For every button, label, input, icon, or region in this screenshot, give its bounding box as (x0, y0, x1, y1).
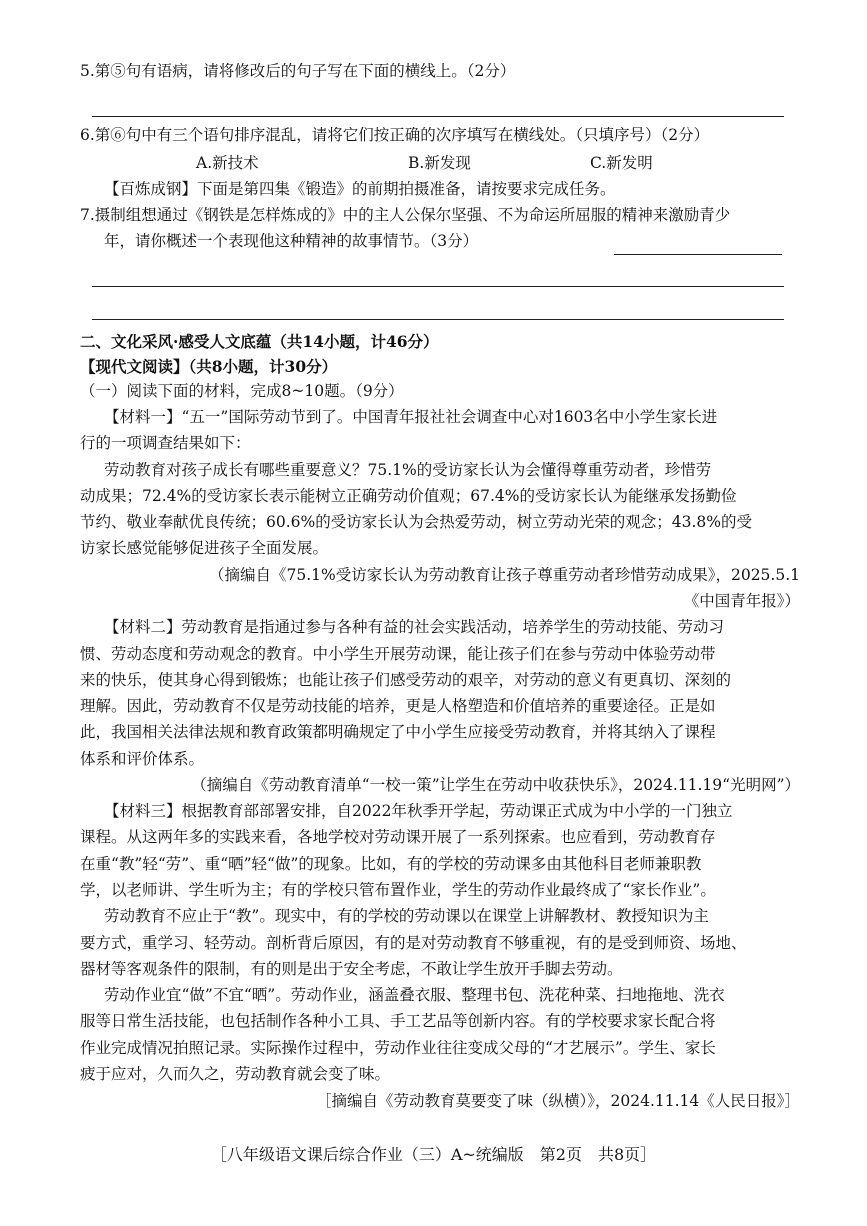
part-1-instruction: （一）阅读下面的材料，完成8~10题。（9分） (80, 382, 404, 400)
page-footer: ［八年级语文课后综合作业（三）A~统编版 第2页 共8页］ (210, 1145, 657, 1164)
option-c: C.新发明 (590, 154, 653, 172)
question-7-line1: 7.摄制组想通过《钢铁是怎样炼成的》中的主人公保尔坚强、不为命运所屈服的精神来激励青少 (80, 206, 731, 224)
reading-subtitle: 【现代文阅读】（共8小题，计30分） (80, 357, 338, 376)
material-1-source: 《中国青年报》） (683, 592, 800, 610)
material-2-line: 此，我国相关法律法规和教育政策都明确规定了中小学生应接受劳动教育，并将其纳入了课程 (80, 723, 716, 741)
answer-line-q5 (92, 116, 784, 117)
material-1-line: 访家长感觉能够促进孩子全面发展。 (80, 539, 329, 557)
material-3-line: 作业完成情况拍照记录。实际操作过程中，劳动作业往往变成父母的“才艺展示”。学生、家长 (80, 1039, 716, 1057)
material-3-line: 疲于应对，久而久之，劳动教育就会变了味。 (80, 1065, 391, 1083)
material-2-source: （摘编自《劳动教育清单“一校一策”让学生在劳动中收获快乐》，2024.11.19“光明网”） (191, 776, 800, 794)
material-2-line: 体系和评价体系。 (80, 750, 205, 768)
material-3-source: ［摘编自《劳动教育莫要变了味（纵横）》，2024.11.14《人民日报》］ (316, 1092, 800, 1110)
material-3-line: 在重“教”轻“劳”、重“晒”轻“做”的现象。比如，有的学校的劳动课多由其他科目老师兼职教 (80, 855, 702, 873)
answer-line-q7-b (92, 286, 784, 287)
material-3-line: 劳动教育不应止于“教”。现实中，有的学校的劳动课以在课堂上讲解教材、教授知识为主 (104, 907, 709, 925)
material-2-line: 来的快乐，使其身心得到锻炼；也能让孩子们感受劳动的艰辛，对劳动的意义有更真切、深刻的 (80, 671, 732, 689)
material-3-line: 学，以老师讲、学生听为主；有的学校只管布置作业，学生的劳动作业最终成了“家长作业”。 (80, 881, 716, 899)
material-1-line: 劳动教育对孩子成长有哪些重要意义？75.1%的受访家长认为会懂得尊重劳动者，珍惜劳 (104, 461, 712, 479)
material-2-line: 惯、劳动态度和劳动观念的教育。中小学生开展劳动课，能让孩子们在参与劳动中体验劳动带 (80, 645, 716, 663)
question-5: 5.第⑤句有语病，请将修改后的句子写在下面的横线上。（2分） (80, 62, 516, 80)
option-a: A.新技术 (196, 154, 259, 172)
material-1-line: 【材料一】“五一”国际劳动节到了。中国青年报社社会调查中心对1603名中小学生家长进 (104, 408, 718, 426)
material-1-line: 行的一项调查结果如下： (80, 434, 251, 452)
question-7-line2: 年，请你概述一个表现他这种精神的故事情节。（3分） (104, 232, 479, 250)
material-2-line: 理解。因此，劳动教育不仅是劳动技能的培养，更是人格塑造和价值培养的重要途径。正是如 (80, 697, 716, 715)
material-2-line: 【材料二】劳动教育是指通过参与各种有益的社会实践活动，培养学生的劳动技能、劳动习 (104, 618, 725, 636)
material-3-line: 服等日常生活技能，也包括制作各种小工具、手工艺品等创新内容。有的学校要求家长配合将 (80, 1012, 716, 1030)
material-1-line: 动成果；72.4%的受访家长表示能树立正确劳动价值观；67.4%的受访家长认为能继承发扬勤俭 (80, 487, 737, 505)
material-3-line: 器材等客观条件的限制，有的则是出于安全考虑，不敢让学生放开手脚去劳动。 (80, 960, 623, 978)
section-2-title: 二、文化采风·感受人文底蕴（共14小题，计46分） (80, 332, 439, 351)
answer-line-q7-c (92, 319, 784, 320)
option-b: B.新发现 (408, 154, 471, 172)
answer-line-q7-a (614, 254, 782, 255)
question-6: 6.第⑥句中有三个语句排序混乱，请将它们按正确的次序填写在横线处。（只填序号）（2分） (80, 126, 710, 144)
task-intro: 【百炼成钢】下面是第四集《锻造》的前期拍摄准备，请按要求完成任务。 (104, 180, 616, 198)
material-3-line: 劳动作业宜“做”不宜“晒”。劳动作业，涵盖叠衣服、整理书包、洗花种菜、扫地拖地、洗衣 (104, 986, 725, 1004)
material-1-line: 节约、敬业奉献优良传统；60.6%的受访家长认为会热爱劳动，树立劳动光荣的观念；43.8%的受 (80, 513, 752, 531)
material-3-line: 【材料三】根据教育部部署安排，自2022年秋季开学起，劳动课正式成为中小学的一门独立 (104, 802, 733, 820)
material-3-line: 课程。从这两年多的实践来看，各地学校对劳动课开展了一系列探索。也应看到，劳动教育存 (80, 828, 716, 846)
material-1-source: （摘编自《75.1%受访家长认为劳动教育让孩子尊重劳动者珍惜劳动成果》，2025.5.1 (208, 566, 800, 584)
material-3-line: 要方式，重学习、轻劳动。剖析背后原因，有的是对劳动教育不够重视，有的是受到师资、场地、 (80, 934, 747, 952)
